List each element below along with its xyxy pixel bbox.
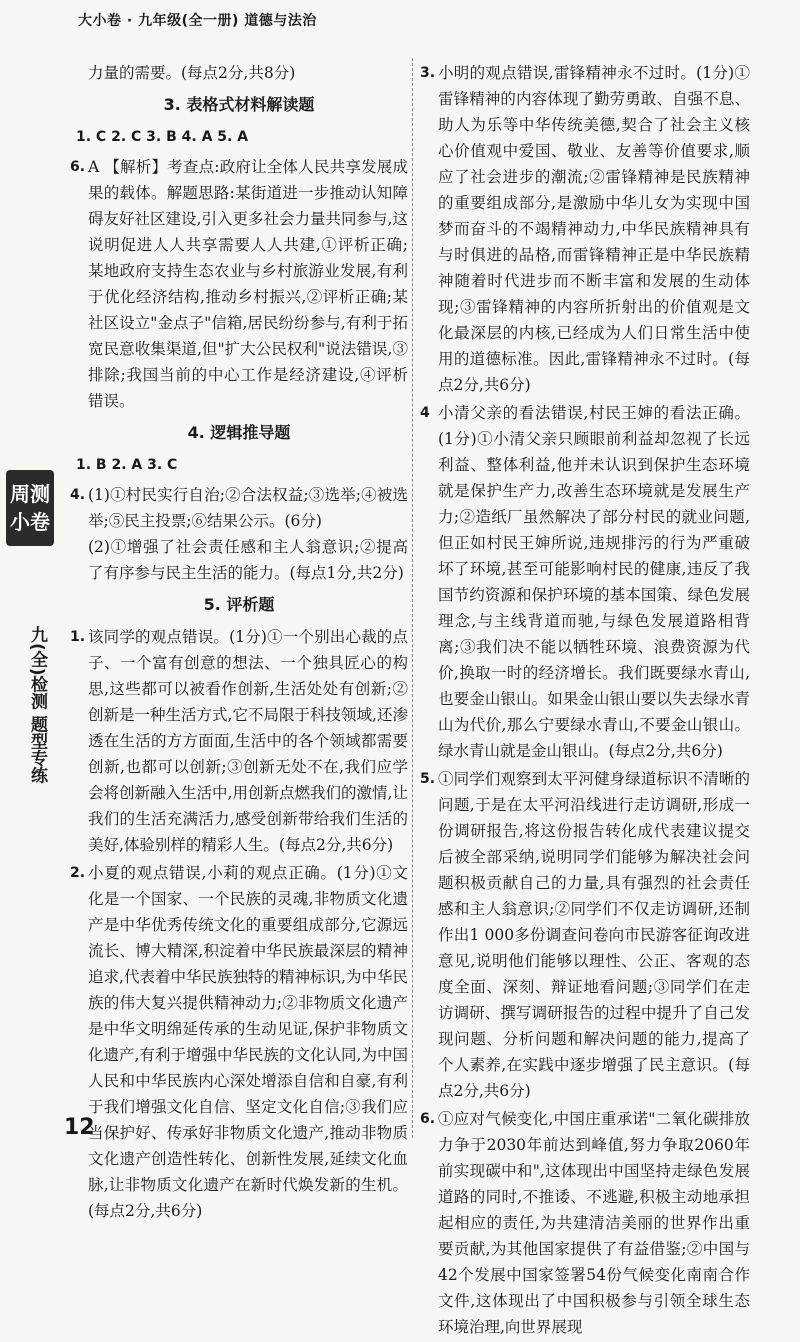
question-4 [420,400,750,764]
question-number: 6. [70,159,86,175]
section-4-title: 4. 逻辑推导题 [187,423,291,442]
question-text: 该同学的观点错误。(1分)①一个别出心裁的点子、一个富有创意的想法、一个独具匠心的构思,这些都可以被看作创新,生活处处有创新;②创新是一种生活方式,它不局限于科技领域,还渗透在生活的方方面面,生活中的各个领域都需要创新,也都可以创新;③创新无处不在,我们应学会将创新融入生活中,用创新点燃我们的激情,让我们的生活充满活力,感受创新带给我们生活的美好,体验别样的精彩人生。(每点2分,共6分) [88,628,408,854]
question-text: ①同学们观察到太平河健身绿道标识不清晰的问题,于是在太平河沿线进行走访调研,形成一份调研报告,将这份报告转化成代表建议提交后被全部采纳,说明同学们能够为解决社会问题积极贡献自己的力量,具有强烈的社会责任感和主人翁意识;②同学们不仅走访调研,还制作出1 000多份调查问卷向市民游客征询改进意见,说明他们能够以理性、公正、客观的态度全面、深刻、辩证地看问题;③同学们在走访调研、撰写调研报告的过程中提升了自己发现问题、分析问题和解决问题的能力,提高了个人素养,在实践中逐步增强了民主意识。(每点2分,共6分) [438,770,750,1100]
question-text: 小明的观点错误,雷锋精神永不过时。(1分)①雷锋精神的内容体现了勤劳勇敢、自强不息、助人为乐等中华传统美德,契合了社会主义核心价值观中爱国、敬业、友善等价值要求,顺应了社会进步的潮流;②雷锋精神是民族精神的重要组成部分,是激励中华儿女为实现中国梦而奋斗的不竭精神动力,中华民族精神具有与时俱进的品格,而雷锋精神正是中华民族精神随着时代进步而不断丰富和发展的生动体现;③雷锋精神的内容所折射出的价值观是文化最深层的内核,已经成为人们日常生活中使用的道德标准。因此,雷锋精神永不过时。(每点2分,共6分) [438,64,750,394]
question-text: 小夏的观点错误,小莉的观点正确。(1分)①文化是一个国家、一个民族的灵魂,非物质文化遗产是中华优秀传统文化的重要组成部分,它源远流长、博大精深,积淀着中华民族最深层的精神追求,代表着中华民族独特的精神标识,为中华民族的伟大复兴提供精神动力;②非物质文化遗产是中华文明绵延传承的生动见证,保护非物质文化遗产,有利于增强中华民族的文化认同,为中国人民和中华民族内心深处增添自信和自豪,有利于我们增强文化自信、坚定文化自信;③我们应当保护好、传承好非物质文化遗产,推动非物质文化遗产创造性转化、创新性发展,延续文化血脉,让非物质文化遗产在新时代焕发新的生机。(每点2分,共6分) [88,864,408,1220]
column-divider [412,58,413,1138]
question-6 [70,154,408,414]
question-number: 3. [420,65,436,81]
question-number: 1. [70,629,86,645]
question-text [88,482,408,586]
question-2 [70,860,408,1224]
side-tab: 周测小卷 [6,470,54,546]
question-text: ①应对气候变化,中国庄重承诺"二氧化碳排放力争于2030年前达到峰值,努力争取2060年前实现碳中和",这体现出中国坚持走绿色发展道路的同时,不推诿、不逃避,积极主动地承担起相应的责任,为共建清洁美丽的世界作出重要贡献,为其他国家提供了有益借鉴;②中国与42个发展中国家签署54份气候变化南南合作文件,这体现出了中国积极参与引领全球生态环境治理,向世界展现 [438,1110,750,1336]
section-3-title: 3. 表格式材料解读题 [163,95,315,114]
question-3 [420,60,750,398]
question-1 [70,624,408,858]
question-text: A 【解析】考查点:政府让全体人民共享发展成果的载体。解题思路:某街道进一步推动认知障碍友好社区建设,引入更多社会力量共同参与,这说明促进人人共享需要人人共建,①评析正确;某地政府支持生态农业与乡村旅游业发展,有利于优化经济结构,推动乡村振兴,②评析正确;某社区设立"金点子"信箱,居民纷纷参与,有利于拓宽民意收集渠道,但"扩大公民权利"说法错误,③排除;我国当前的中心工作是经济建设,④评析错误。 [88,158,408,410]
question-number: 4 [420,405,430,421]
side-label: 九(全)检测 题型专练 [27,626,47,784]
question-number: 4. [70,487,86,503]
question-6 [420,1106,750,1340]
section-3-answers: 1. C 2. C 3. B 4. A 5. A [76,129,249,145]
question-number: 6. [420,1111,436,1127]
question-part-1: (1)①村民实行自治;②合法权益;③选举;④被选举;⑤民主投票;⑥结果公示。(6分) [88,486,408,530]
question-part-2: (2)①增强了社会责任感和主人翁意识;②提高了有序参与民主生活的能力。(每点1分,共2分) [88,538,408,582]
page-number: 12 [64,1115,95,1140]
section-4-answers: 1. B 2. A 3. C [76,457,178,473]
question-text: 小清父亲的看法错误,村民王婶的看法正确。(1分)①小清父亲只顾眼前利益却忽视了长远利益、整体利益,他并未认识到保护生态环境就是保护生产力,改善生态环境就是发展生产力;②造纸厂虽然解决了部分村民的就业问题,但正如村民王婶所说,违规排污的行为严重破坏了环境,甚至可能影响村民的健康,违反了我国节约资源和保护环境的基本国策、绿色发展理念,与主线背道而驰,与绿色发展道路相背离;③我们决不能以牺牲环境、浪费资源为代价,换取一时的经济增长。我们既要绿水青山,也要金山银山。如果金山银山要以失去绿水青山为代价,那么宁要绿水青山,不要金山银山。绿水青山就是金山银山。(每点2分,共6分) [438,404,750,760]
question-number: 5. [420,771,436,787]
left-column [70,60,408,1226]
question-5 [420,766,750,1104]
question-4 [70,482,408,586]
right-column [420,60,750,1342]
page-header: 大小卷 · 九年级(全一册) 道德与法治 [78,13,317,29]
question-number: 2. [70,865,86,881]
intro-text: 力量的需要。(每点2分,共8分) [88,64,296,82]
section-5-title: 5. 评析题 [203,595,275,614]
